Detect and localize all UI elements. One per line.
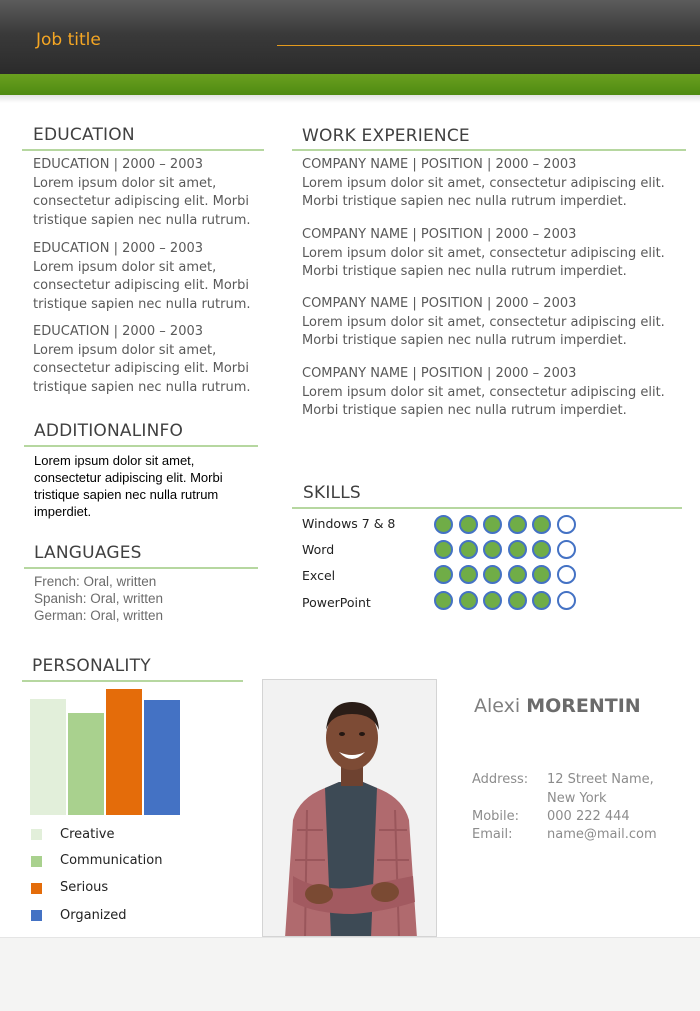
legend-label: Communication	[60, 853, 163, 868]
skill-dot-filled	[483, 591, 502, 610]
additional-info-title: ADDITIONALINFO	[34, 421, 184, 441]
languages-divider	[24, 567, 258, 569]
education-heading: EDUCATION | 2000 – 2003	[33, 241, 204, 256]
skill-dot-filled	[483, 565, 502, 584]
work-text: Morbi tristique sapien nec nulla rutrum imperdiet.	[302, 194, 627, 210]
profile-photo	[262, 679, 437, 937]
work-text: Lorem ipsum dolor sit amet, consectetur adipiscing elit.	[302, 245, 665, 261]
education-entry	[33, 323, 263, 398]
language-item: Spanish: Oral, written	[34, 591, 164, 606]
address-line: 12 Street Name,	[547, 772, 654, 787]
languages-title: LANGUAGES	[34, 543, 142, 563]
skill-dot-empty	[557, 515, 576, 534]
work-text: Morbi tristique sapien nec nulla rutrum imperdiet.	[302, 403, 627, 419]
skill-dot-filled	[508, 515, 527, 534]
legend-swatch-communication	[31, 856, 42, 867]
skills-title: SKILLS	[303, 483, 361, 503]
education-text: tristique sapien nec nulla rutrum.	[33, 213, 251, 229]
additional-info-divider	[24, 445, 258, 447]
additional-info-line: tristique sapien nec nulla rutrum	[34, 487, 219, 502]
education-text: Lorem ipsum dolor sit amet,	[33, 342, 217, 358]
legend-swatch-serious	[31, 883, 42, 894]
work-entry	[302, 156, 682, 212]
work-text: Morbi tristique sapien nec nulla rutrum imperdiet.	[302, 264, 627, 280]
header-bar	[0, 0, 700, 74]
skill-label: PowerPoint	[302, 595, 371, 610]
email-label: Email:	[472, 827, 513, 842]
skill-dot-filled	[532, 565, 551, 584]
skill-dot-filled	[532, 540, 551, 559]
work-heading: COMPANY NAME | POSITION | 2000 – 2003	[302, 227, 577, 242]
skill-dot-empty	[557, 591, 576, 610]
additional-info-line: imperdiet.	[34, 504, 92, 519]
work-text: Lorem ipsum dolor sit amet, consectetur adipiscing elit.	[302, 314, 665, 330]
work-text: Morbi tristique sapien nec nulla rutrum imperdiet.	[302, 333, 627, 349]
address-line: New York	[547, 790, 607, 806]
personality-title: PERSONALITY	[32, 656, 151, 676]
skill-dot-filled	[459, 540, 478, 559]
work-experience-divider	[292, 149, 686, 151]
education-text: Lorem ipsum dolor sit amet,	[33, 259, 217, 275]
profile-name	[474, 695, 641, 717]
work-experience-title: WORK EXPERIENCE	[302, 126, 470, 146]
languages-list	[34, 573, 259, 624]
education-text: tristique sapien nec nulla rutrum.	[33, 297, 251, 313]
skill-dot-filled	[434, 565, 453, 584]
skill-dot-filled	[459, 591, 478, 610]
education-text: consectetur adipiscing elit. Morbi	[33, 194, 249, 210]
legend-label: Creative	[60, 827, 115, 842]
language-item: German: Oral, written	[34, 608, 164, 623]
skill-label: Word	[302, 542, 335, 557]
bar-organized	[144, 700, 180, 815]
skill-dot-filled	[434, 515, 453, 534]
green-band	[0, 74, 700, 95]
skill-dot-filled	[434, 591, 453, 610]
work-heading: COMPANY NAME | POSITION | 2000 – 2003	[302, 296, 577, 311]
education-text: Lorem ipsum dolor sit amet,	[33, 175, 217, 191]
skill-dot-empty	[557, 540, 576, 559]
skill-dot-empty	[557, 565, 576, 584]
education-divider	[22, 149, 264, 151]
language-item: French: Oral, written	[34, 574, 157, 589]
skill-dot-filled	[532, 515, 551, 534]
education-text: tristique sapien nec nulla rutrum.	[33, 380, 251, 396]
additional-info-line: consectetur adipiscing elit. Morbi	[34, 470, 223, 485]
header-rule	[277, 45, 700, 46]
skill-label: Windows 7 & 8	[302, 516, 396, 531]
work-heading: COMPANY NAME | POSITION | 2000 – 2003	[302, 157, 577, 172]
education-title: EDUCATION	[33, 125, 135, 145]
personality-divider	[22, 680, 243, 682]
legend-label: Organized	[60, 908, 127, 923]
address-value	[547, 771, 654, 808]
bar-creative	[30, 699, 66, 815]
work-heading: COMPANY NAME | POSITION | 2000 – 2003	[302, 366, 577, 381]
additional-info-text	[34, 452, 259, 520]
legend-swatch-organized	[31, 910, 42, 921]
footer-band	[0, 937, 700, 1011]
skill-dot-filled	[532, 591, 551, 610]
work-entry	[302, 295, 682, 351]
email-value: name@mail.com	[547, 827, 657, 842]
legend-label: Serious	[60, 880, 109, 895]
person-illustration	[263, 680, 437, 937]
skill-label: Excel	[302, 568, 336, 583]
skills-divider	[292, 507, 682, 509]
job-title: Job title	[36, 30, 101, 50]
education-heading: EDUCATION | 2000 – 2003	[33, 157, 204, 172]
work-text: Lorem ipsum dolor sit amet, consectetur adipiscing elit.	[302, 175, 665, 191]
work-entry	[302, 226, 682, 282]
first-name: Alexi	[474, 695, 521, 717]
education-text: consectetur adipiscing elit. Morbi	[33, 361, 249, 377]
legend-swatch-creative	[31, 829, 42, 840]
education-entry	[33, 156, 263, 231]
skill-dot-filled	[459, 565, 478, 584]
skill-dot-filled	[508, 540, 527, 559]
bar-serious	[106, 689, 142, 815]
bar-communication	[68, 713, 104, 815]
skill-dot-filled	[483, 515, 502, 534]
skill-dot-filled	[508, 565, 527, 584]
skill-dot-filled	[508, 591, 527, 610]
mobile-value: 000 222 444	[547, 809, 630, 824]
skill-dot-filled	[483, 540, 502, 559]
address-label: Address:	[472, 772, 529, 787]
skill-dot-filled	[459, 515, 478, 534]
additional-info-line: Lorem ipsum dolor sit amet,	[34, 453, 195, 468]
education-heading: EDUCATION | 2000 – 2003	[33, 324, 204, 339]
work-text: Lorem ipsum dolor sit amet, consectetur adipiscing elit.	[302, 384, 665, 400]
education-text: consectetur adipiscing elit. Morbi	[33, 278, 249, 294]
skill-dot-filled	[434, 540, 453, 559]
last-name: MORENTIN	[526, 695, 641, 717]
education-entry	[33, 240, 263, 315]
mobile-label: Mobile:	[472, 809, 520, 824]
band-shadow	[0, 95, 700, 103]
work-entry	[302, 365, 682, 421]
